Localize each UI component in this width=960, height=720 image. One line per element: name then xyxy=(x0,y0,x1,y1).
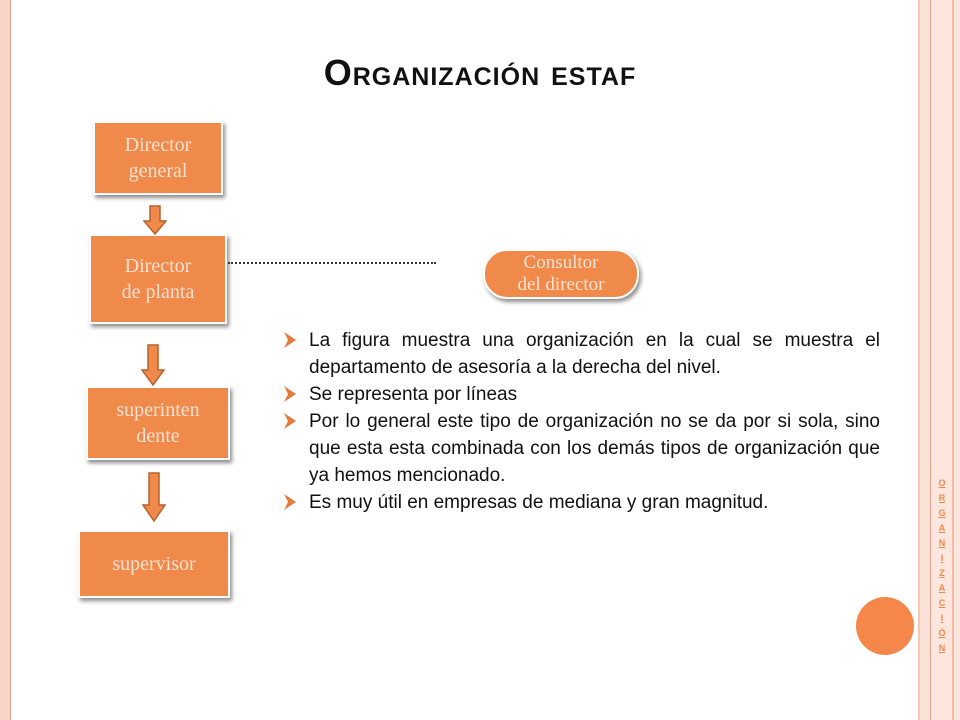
side-letter: Z xyxy=(939,568,945,578)
slide-title: Organización estaf xyxy=(323,52,637,93)
bullet-list xyxy=(282,327,880,516)
staff-box-consultor xyxy=(483,249,639,299)
side-letter: C xyxy=(938,598,946,608)
down-arrow-icon xyxy=(141,344,165,386)
side-letter: I xyxy=(940,613,944,623)
bullet-item xyxy=(282,327,880,381)
bullet-text: Es muy útil en empresas de mediana y gran magnitud. xyxy=(309,492,769,513)
side-vertical-label xyxy=(934,476,950,656)
bullet-text: La figura muestra una organización en la cual se muestra el departamento de asesoría a la derecha del nivel. xyxy=(309,330,880,378)
down-arrow-icon xyxy=(143,205,167,235)
arrow-bullet-icon xyxy=(282,410,300,432)
arrow-bullet-icon xyxy=(282,383,300,405)
org-box-label: supervisor xyxy=(112,553,196,575)
org-box-director-general xyxy=(93,121,223,195)
org-box-supervisor xyxy=(78,530,230,598)
right-border-line xyxy=(952,0,954,720)
bullet-text: Por lo general este tipo de organización no se da por si sola, sino que esta esta combinada con los demás tipos de organización que ya hemos mencionado. xyxy=(309,411,880,486)
arrow-bullet-icon xyxy=(282,329,300,351)
down-arrow-icon xyxy=(142,472,166,522)
org-box-label: Director de planta xyxy=(121,255,195,303)
left-border-line xyxy=(10,0,11,720)
staff-box-label: Consultor del director xyxy=(517,252,605,295)
side-letter: N xyxy=(938,643,946,653)
side-letter: N xyxy=(938,538,946,548)
bullet-item xyxy=(282,489,880,516)
org-box-label: superinten dente xyxy=(116,399,200,447)
org-box-label: Director general xyxy=(124,134,192,182)
side-letter: A xyxy=(938,583,946,593)
bullet-text: Se representa por líneas xyxy=(309,384,518,405)
org-box-superintendente xyxy=(86,386,230,460)
decorative-circle xyxy=(856,597,914,655)
side-letter: A xyxy=(938,523,946,533)
bullet-item xyxy=(282,408,880,489)
side-letter: R xyxy=(938,493,946,503)
side-letter: I xyxy=(940,553,944,563)
side-letter: Ó xyxy=(938,628,946,638)
org-box-director-planta xyxy=(89,234,227,324)
arrow-bullet-icon xyxy=(282,491,300,513)
bullet-item xyxy=(282,381,880,408)
right-border-line xyxy=(918,0,920,720)
left-border-bar xyxy=(0,0,10,720)
side-letter: G xyxy=(938,508,946,518)
side-letter: O xyxy=(938,478,946,488)
staff-dotted-connector xyxy=(228,262,436,265)
